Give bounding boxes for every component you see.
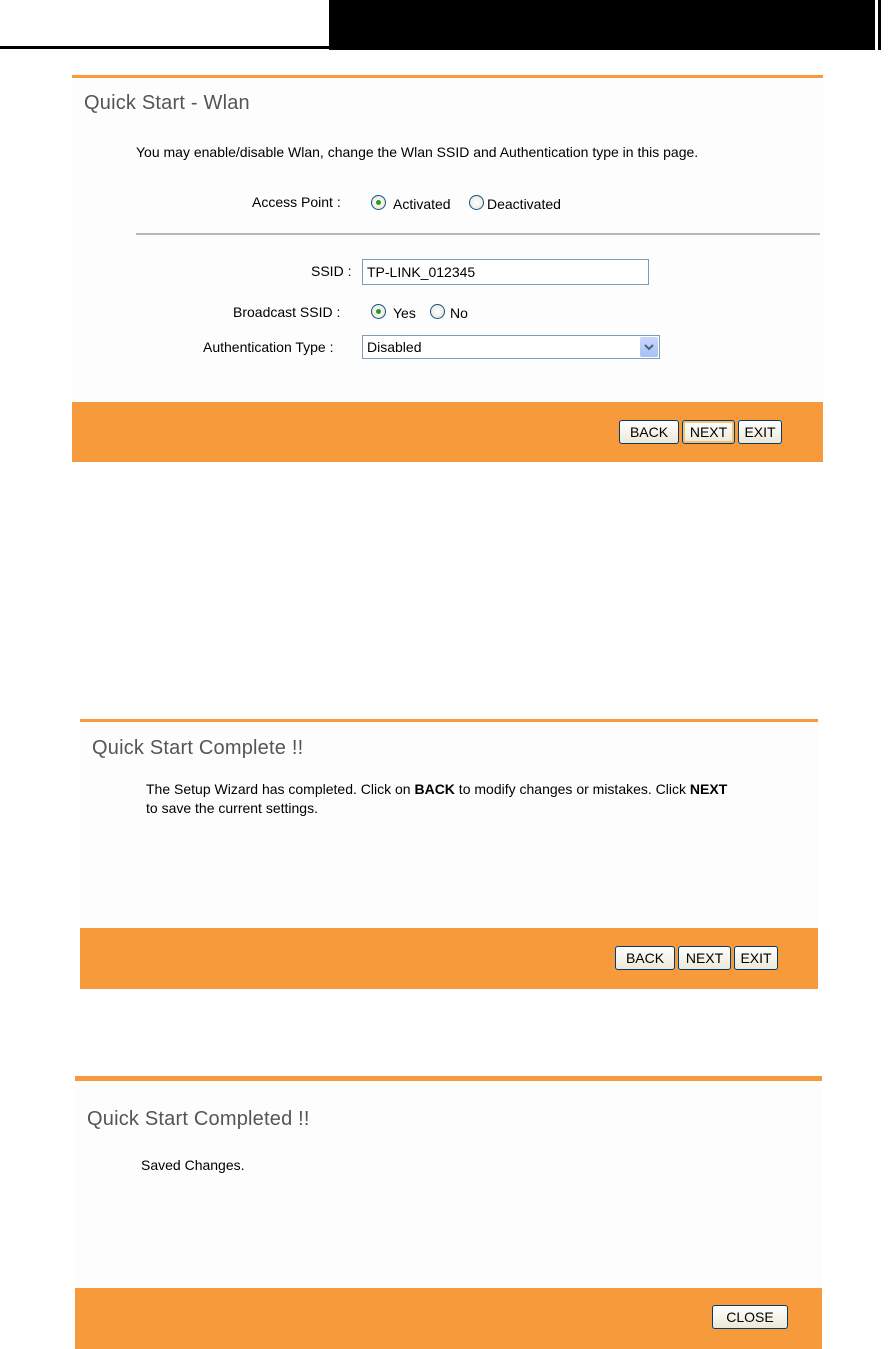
complete-text-2: to modify changes or mistakes. Click xyxy=(454,781,690,797)
back-button[interactable]: BACK xyxy=(619,420,679,444)
exit-button[interactable]: EXIT xyxy=(738,420,782,444)
ssid-input[interactable]: TP-LINK_012345 xyxy=(362,259,649,285)
complete-message-line2: to save the current settings. xyxy=(146,800,318,816)
radio-selected-dot xyxy=(376,200,381,205)
wlan-title: Quick Start - Wlan xyxy=(84,92,250,114)
access-point-deactivated-radio[interactable] xyxy=(469,195,484,210)
close-button[interactable]: CLOSE xyxy=(712,1305,788,1329)
complete-panel-top-border xyxy=(80,719,818,722)
ssid-label: SSID : xyxy=(311,263,352,279)
exit-button[interactable]: EXIT xyxy=(734,946,778,970)
chevron-down-icon[interactable] xyxy=(640,337,658,357)
header-edge xyxy=(878,0,881,50)
completed-panel xyxy=(75,1076,822,1349)
complete-text-1: The Setup Wizard has completed. Click on xyxy=(146,781,415,797)
broadcast-ssid-no-radio[interactable] xyxy=(430,304,445,319)
broadcast-ssid-yes-label[interactable]: Yes xyxy=(393,305,416,321)
access-point-label: Access Point : xyxy=(252,194,341,210)
complete-next-keyword: NEXT xyxy=(689,781,728,797)
radio-selected-dot xyxy=(376,309,381,314)
wlan-panel-top-border xyxy=(72,75,823,78)
complete-back-keyword: BACK xyxy=(414,781,455,797)
header-left-band xyxy=(0,0,329,49)
completed-message: Saved Changes. xyxy=(141,1157,245,1173)
completed-panel-top-border xyxy=(75,1076,822,1081)
access-point-activated-label[interactable]: Activated xyxy=(393,196,451,212)
header-black-band xyxy=(329,0,875,50)
complete-message-line1 xyxy=(146,781,727,797)
next-button[interactable]: NEXT xyxy=(682,420,735,444)
next-button[interactable]: NEXT xyxy=(678,946,731,970)
complete-panel xyxy=(80,719,818,989)
completed-title: Quick Start Completed !! xyxy=(87,1108,310,1130)
auth-type-label: Authentication Type : xyxy=(203,339,334,355)
auth-type-selected-value: Disabled xyxy=(367,339,422,355)
back-button[interactable]: BACK xyxy=(615,946,675,970)
wlan-divider xyxy=(136,233,820,235)
broadcast-ssid-no-label[interactable]: No xyxy=(450,305,468,321)
auth-type-select[interactable] xyxy=(362,335,660,359)
complete-title: Quick Start Complete !! xyxy=(92,737,304,759)
wlan-panel xyxy=(72,75,823,462)
wlan-description: You may enable/disable Wlan, change the Wlan SSID and Authentication type in this page. xyxy=(136,144,699,160)
access-point-deactivated-label[interactable]: Deactivated xyxy=(487,196,561,212)
completed-button-bar xyxy=(75,1288,822,1349)
broadcast-ssid-yes-radio[interactable] xyxy=(371,304,386,319)
access-point-activated-radio[interactable] xyxy=(371,195,386,210)
broadcast-ssid-label: Broadcast SSID : xyxy=(233,304,341,320)
